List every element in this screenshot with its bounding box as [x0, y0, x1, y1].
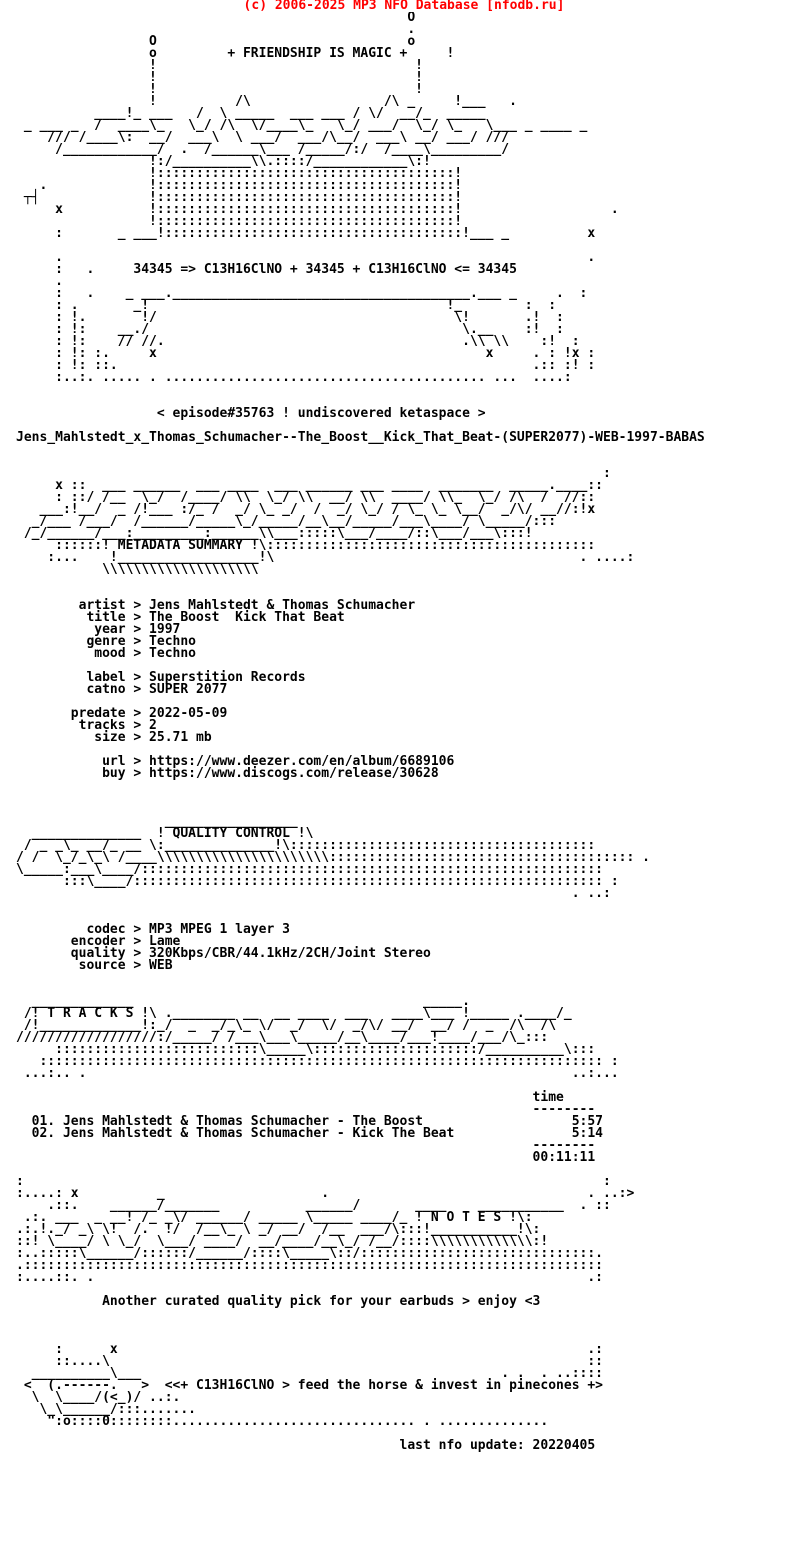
nfo-line: : . 34345 => C13H16ClNO + 34345 + C13H16ClNO <= 34345 — [16, 262, 517, 277]
nfo-line: /// /____\: __/ ___\ \ ___/ ___/\__/ ___\ __/ ___/ /// — [16, 130, 517, 145]
nfo-line: :::::::::::::::::::::::::::::::::::::::::::::::::::::::::::::::::::::::: : — [16, 1054, 619, 1069]
nfo-line: !:/__________\\.::::/____________\:! — [16, 154, 431, 169]
nfo-line: : !: __./ \.__ :! : — [16, 322, 564, 337]
nfo-line: . . — [16, 250, 596, 265]
nfo-line: : !. !/ \! .! : — [16, 310, 564, 325]
nfo-line: \_____:___\____/::::::::::::::::::::::::::::::::::::::::::::::::::::::::::: — [16, 862, 603, 877]
nfo-line: ::::::::::::::::::::::::::\_____\:::::::::::::::::::::/__________\::: — [16, 1042, 596, 1057]
nfo-line: /____________/ . /______\___ /_____/:/ /____\_________/ — [16, 142, 510, 157]
nfo-line: .::. ______/_______ ______/ ____ ___________ . :: — [16, 1198, 611, 1213]
nfo-line: Jens_Mahlstedt_x_Thomas_Schumacher--The_Boost__Kick_That_Beat-(SUPER2077)-WEB-1997-BABAS — [16, 430, 705, 445]
nfo-line: < episode#35763 ! undiscovered ketaspace > — [16, 406, 486, 421]
nfo-line: :....::. . .: — [16, 1270, 603, 1285]
nfo-line: /! T R A C K S !\ .________ __ __ ____ ___ ____\___ !_____ .____/_ — [16, 1006, 572, 1021]
nfo-line: : . _! !_ : : — [16, 298, 557, 313]
nfo-line: /_/______/___:_________:______\\___:::::\___/____/::\___/___\:::! — [16, 526, 533, 541]
nfo-line: x !::::::::::::::::::::::::::::::::::::::! . — [16, 202, 619, 217]
nfo-line: O o — [16, 34, 416, 49]
nfo-line: .:.!._/ _\ \! /. !/ /__\_ \ _/ __/ /__ ___/\:::!___________!\: — [16, 1222, 541, 1237]
nfo-line: genre > Techno — [16, 634, 197, 649]
nfo-line: ! ! — [16, 82, 423, 97]
nfo-line: _________________ — [16, 814, 298, 829]
nfo-line: :..:::::\______/::::::/______/::::\_____\::/::::::::::::::::::::::::::::::. — [16, 1246, 603, 1261]
nfo-line: codec > MP3 MPEG 1 layer 3 — [16, 922, 290, 937]
nfo-line: _ ___ _ / ____\_ \_/ /\ \/____\_ \_/ ___/ \_/ \_ \___ _ ____ _ — [16, 118, 588, 133]
nfo-line: ! ! — [16, 70, 423, 85]
nfo-text-body — [16, 12, 808, 1452]
nfo-line: :..:. ..... . ......................................... ... ....: — [16, 370, 572, 385]
nfo-line: \ \____/(<_)/ ..:. — [16, 1390, 181, 1405]
nfo-line: x :: ___ ______ ___ ____ ___ ______ ___ ____ _______ _____.____:: — [16, 478, 603, 493]
nfo-line: : !: // //. .\\ \\ :! : — [16, 334, 580, 349]
nfodb-copyright-header: (c) 2006-2025 MP3 NFO Database [nfodb.ru] — [243, 0, 565, 13]
nfo-line: /!_____________!:_/ _ _/_\_ \/ _/ \/ _/\/ __/ __/ / _ /\ /\ — [16, 1018, 557, 1033]
nfo-line: year > 1997 — [16, 622, 181, 637]
nfo-line: 02. Jens Mahlstedt & Thomas Schumacher - Kick The Beat 5:14 — [16, 1126, 603, 1141]
nfo-line: _/___ /___/ /______/_____\_/_____/__\__/_____/___\____/ \_____/::: — [16, 514, 557, 529]
nfo-line: ___:!__/ _ /!___ :/_ / _/ \_ _/ / _/ \_/ / \_ \_ \__/ _/\/ __//:!x — [16, 502, 596, 517]
nfo-line: \\\\\\\\\\\\\\\\\\\\ — [16, 562, 259, 577]
nfo-line: Another curated quality pick for your earbuds > enjoy <3 — [16, 1294, 541, 1309]
nfo-line: ____!_ ___ / \ _____ ___ ___ / \/ __/_ _____ — [16, 106, 486, 121]
nfo-line: !::::::::::::::::::::::::::::::::::::::! — [16, 214, 463, 229]
nfo-line: ┬┤ !::::::::::::::::::::::::::::::::::::::! — [16, 190, 463, 205]
nfo-line: . ..: — [16, 886, 611, 901]
nfo-line: / / \_/_\_\ /____\\\\\\\\\\\\\\\\\\\\\\::::::::::::::::::::::::::::::::::::::: . — [16, 850, 650, 865]
nfo-line: :::\____/:::::::::::::::::::::::::::::::::::::::::::::::::::::::::::: : — [16, 874, 619, 889]
nfo-line: . — [16, 22, 416, 37]
nfo-line: -------- — [16, 1138, 596, 1153]
nfo-line: 00:11:11 — [16, 1150, 596, 1165]
nfo-line: ":o::::0::::::::............................... . .............. — [16, 1414, 549, 1429]
nfo-line: ...:.. . ..:... — [16, 1066, 619, 1081]
nfo-line: : — [16, 466, 611, 481]
nfo-line: !::::::::::::::::::::::::::::::::::::::! — [16, 166, 463, 181]
nfo-line: buy > https://www.discogs.com/release/30628 — [16, 766, 439, 781]
nfo-line: tracks > 2 — [16, 718, 157, 733]
nfo-line: / _ _\_ __/_ __ \:______________!\::::::::::::::::::::::::::::::::::::::: — [16, 838, 596, 853]
nfo-line: source > WEB — [16, 958, 173, 973]
nfo-line: predate > 2022-05-09 — [16, 706, 228, 721]
nfo-line: size > 25.71 mb — [16, 730, 212, 745]
nfo-line: catno > SUPER 2077 — [16, 682, 228, 697]
nfo-line: : !: ::. .:: :! : — [16, 358, 596, 373]
nfo-line: : : — [16, 1174, 611, 1189]
nfo-line: artist > Jens Mahlstedt & Thomas Schumacher — [16, 598, 416, 613]
nfo-line: url > https://www.deezer.com/en/album/6689106 — [16, 754, 455, 769]
nfo-line: : ::/ /__ \_/ /____/ \\ \_/ \\ __/ \\ ____/ \\_ \_/ /\ / //:: — [16, 490, 596, 505]
nfo-line: quality > 320Kbps/CBR/44.1kHz/2CH/Joint Stereo — [16, 946, 431, 961]
nfo-line: .:. ___ _ __! /_ _\/ ______/ _____ \_____ ____/_ ! N O T E S !\: — [16, 1210, 533, 1225]
nfo-line: 01. Jens Mahlstedt & Thomas Schumacher - The Boost 5:57 — [16, 1114, 603, 1129]
nfo-line: \_\______/:::....... — [16, 1402, 197, 1417]
nfo-line: _____________ _____. — [16, 994, 470, 1009]
nfo-line: ::! \____/ \ \_/ \___/ ____/ __/____/__\_/ /__/::::\\\\\\\\\\\\\:! — [16, 1234, 549, 1249]
nfo-line: :....: x _ . . ..:> — [16, 1186, 635, 1201]
nfo-line: time — [16, 1090, 564, 1105]
nfo-line: __________\___ . . . ..:::: — [16, 1366, 603, 1381]
nfo-line: :... !__________________!\ . ....: — [16, 550, 635, 565]
nfo-line: mood > Techno — [16, 646, 197, 661]
nfo-line: title > The Boost Kick That Beat — [16, 610, 345, 625]
nfo-line: : . _ ___.______________________________________.___ _ . : — [16, 286, 588, 301]
nfo-line: .:::::::::::::::::::::::::::::::::::::::::::::::::::::::::::::::::::::::::: — [16, 1258, 603, 1273]
nfo-line: -------- — [16, 1102, 596, 1117]
nfo-line: ::::::! METADATA SUMMARY !\:::::::::::::::::::::::::::::::::::::::::: — [16, 538, 596, 553]
nfo-line: //////////////////:/_____/ /___\___\_____/__\____/___!____/___/\_::: — [16, 1030, 549, 1045]
nfo-line: o + FRIENDSHIP IS MAGIC + ! — [16, 46, 455, 61]
nfo-line: . — [16, 274, 63, 289]
nfo-line: label > Superstition Records — [16, 670, 306, 685]
nfo-line: O — [16, 12, 416, 25]
nfo-line: : !: :. x x . : !x : — [16, 346, 596, 361]
nfo-line: : x .: — [16, 1342, 603, 1357]
nfo-line: ! /\ /\ _ !___ . — [16, 94, 517, 109]
nfo-line: ! ! — [16, 58, 423, 73]
nfo-line: . !::::::::::::::::::::::::::::::::::::::! — [16, 178, 463, 193]
nfo-line: encoder > Lame — [16, 934, 181, 949]
nfo-line: ______________ ! QUALITY CONTROL !\ — [16, 826, 314, 841]
nfo-line: : _ ___!::::::::::::::::::::::::::::::::::::::!___ _ x — [16, 226, 596, 241]
nfo-line: ::....\ :: — [16, 1354, 603, 1369]
nfo-line: last nfo update: 20220405 — [16, 1438, 596, 1452]
nfo-line: < (.------. > <<+ C13H16ClNO > feed the horse & invest in pinecones +> — [16, 1378, 603, 1393]
